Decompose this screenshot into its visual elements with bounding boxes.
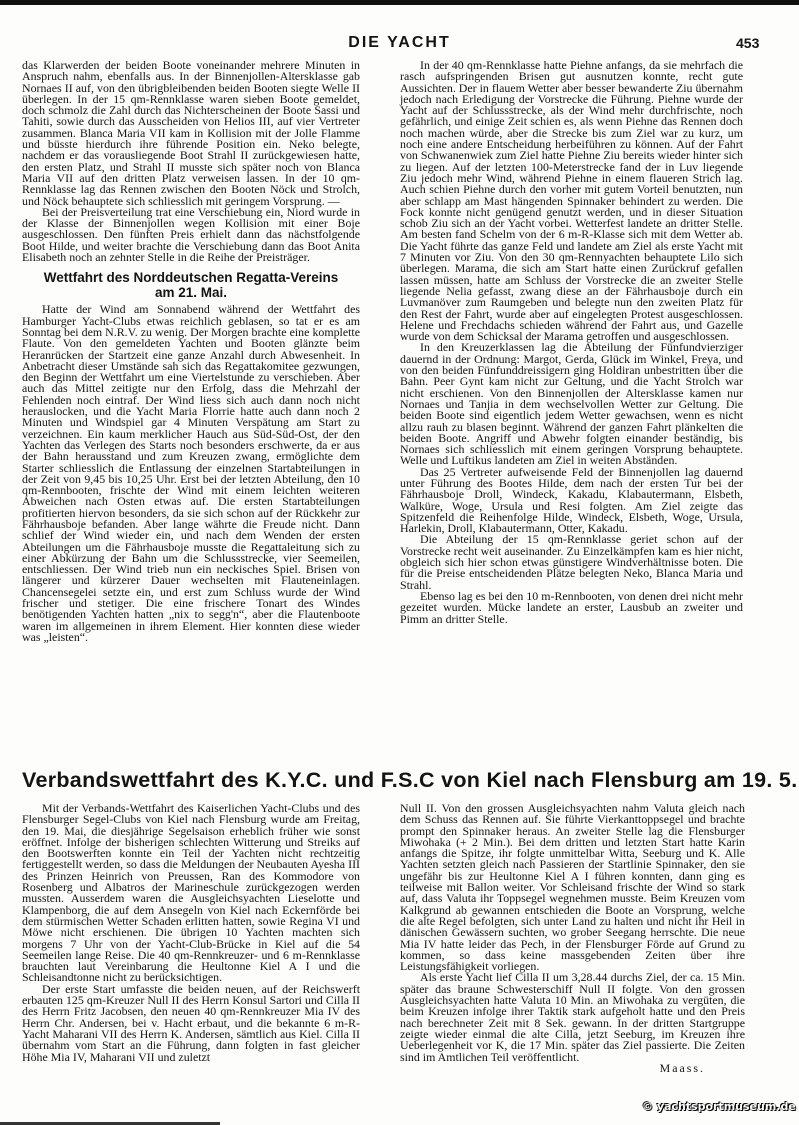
section-heading [22,270,360,300]
paragraph: das Klarwerden der beiden Boote voneinander mehrere Minuten in Anspruch nahm, ebenfalls aus. In der Binnenjollen-Altersklasse gab Nornaes II auf, von den übrigbleibenden beiden Booten siegte Welle II überlegen. In der 15 qm-Rennklasse waren sieben Boote gemeldet, doch schmolz die Zahl durch das Nichterscheinen der Boote Sassi und Tahiti, sowie durch das Ausscheiden von Helios III, auf vier Vertreter zusammen. Blanca Maria VII kam in Kollision mit der Jolle Flamme und büsste hierdurch ihre führende Position ein. Neko belegte, nachdem er das vorausliegende Boot Strahl II zurückgewiesen hatte, den ersten Platz, und Strahl II musste sich später noch von Blanca Maria VII auf den dritten Platz verweisen lassen. In der 10 qm-Rennklasse lag das Rennen zwischen den Booten Nöck und Strolch, und Nöck behauptete sich schliesslich mit geringem Vorsprung. — [22,58,360,208]
paragraph: Der erste Start umfasste die beiden neuen, auf der Reichswerft erbauten 125 qm-Kreuzer Null II des Herrn Konsul Sartori und Cilla II des Herrn Fritz Jacobsen, den neuen 40 qm-Rennkreuzer Mia IV des Herrn Chr. Andersen, bei v. Hacht erbaut, und die bekannte 6 m-R-Yacht Maharani VII des Herrn K. Andersen, sämtlich aus Kiel. Cilla II übernahm vom Start an die Führung, dann folgten in fast gleicher Höhe Mia IV, Maharani VII und zuletzt [22,981,360,1064]
bottom-right-column [400,803,745,1074]
paragraph: Das 25 Vertreter aufweisende Feld der Binnenjollen lag dauernd unter Führung des Bootes Hilde, dem nach der ersten Tur bei der Fährhausboje Droll, Windeck, Kakadu, Klabautermann, Elsbeth, Walküre, Woge, Ursula und Resi folgten. Am Ziel zeigte das Spitzenfeld die Reihenfolge Hilde, Windeck, Elsbeth, Woge, Ursula, Harlekin, Droll, Klabautermann, Otter, Kakadu. [400,464,743,536]
paragraph: Bei der Preisverteilung trat eine Verschiebung ein, Niord wurde in der Klasse der Binnenjollen wegen Kollision mit einer Boje ausgeschlossen. Den fünften Preis erhielt dann das nächstfolgende Boot Hilde, und weiter brachte die Verschiebung dann das Boot Anita Elisabeth noch an zehnter Stelle in die Reihe der Preisträger. [22,204,360,265]
paragraph: Ebenso lag es bei den 10 m-Rennbooten, von denen drei nicht mehr gezeitet wurden. Mücke landete an erster, Lausbub an zweiter und Pimm an dritter Stelle. [400,588,743,626]
section-heading-line: am 21. Mai. [154,285,228,301]
paragraph: Die Abteilung der 15 qm-Rennklasse geriet schon auf der Vorstrecke recht weit auseinander. Zu Einzelkämpfen kam es hier nicht, obgleich sich hier schon etwas günstigere Windverhältnisse boten. Die für die Preise entscheidenden Plätze belegten Neko, Blanca Maria und Strahl. [400,532,743,592]
top-left-column [22,60,360,643]
paragraph: Hatte der Wind am Sonnabend während der Wettfahrt des Hamburger Yacht-Clubs etwas reichlich geblasen, so tat er es am Sonntag bei dem N.R.V. zu wenig. Der Morgen brachte eine komplette Flaute. Von den gemeldeten Yachten und Booten glänzte beim Heranrücken der Startzeit eine ganze Anzahl durch Abwesenheit. In Anbetracht dieser Umstände sah sich das Regattakomitee gezwungen, den Beginn der Wettfahrt um eine Viertelstunde zu verschieben. Aber auch das Mittel zeitigte nur den Erfolg, dass die Mehrzahl der Fehlenden noch eintraf. Der Wind liess sich auch dann noch nicht herauslocken, und die Yacht Maria Florrie hatte auch dann noch 2 Minuten und Windspiel gar 4 Minuten Verspätung am Start zu verzeichnen. Ein kaum merklicher Hauch aus Süd-Süd-Ost, der den Yachten das Verlegen des Starts noch besonders erschwerte, da er aus der Bahn herausstand und zum Kreuzen zwang, ermöglichte dem Starter schliesslich die Entlassung der einzelnen Startabteilungen in der Zeit von 9,45 bis 10,25 Uhr. Erst bei der letzten Abteilung, den 10 qm-Rennbooten, frischte der Wind mit einem leichten weiteren Abweichen nach Osten etwas auf. Die ersten Startabteilungen profitierten hiervon besonders, da sie sich schon auf der Rückkehr zur Fährhausboje befanden. Aber lange währte die Freude nicht. Dann schlief der Wind wieder ein, und nach dem Wenden der ersten Abteilungen um die Fährhausboje musste die Regattaleitung sich zu einer Abkürzung der Bahn um die Schlussstrecke, vier Seemeilen, entschliessen. Der Wind trieb nun ein neckisches Spiel. Brisen von längerer und kürzerer Dauer wechselten mit Flauteneinlagen. Chancensegelei setzte ein, und erst zum Schluss wurde der Wind frischer und stetiger. Die eine frischere Tonart des Windes benötigenden Yachten hatten „nix to segg'n“, aber die Flautenboote waren im allgemeinen in ihrem Element. Hier konnten diese wieder was „leisten“. [22,302,360,644]
article-heading: Verbandswettfahrt des K.Y.C. und F.S.C von Kiel nach Flensburg am 19. 5. [22,768,798,792]
paragraph: Als erste Yacht lief Cilla II um 3,28.44 durchs Ziel, der ca. 15 Min. später das braune Schwesterschiff Null II folgte. Von den grossen Ausgleichsyachten hatte Valuta 10 Min. an Miwohaka zu vergüten, die beim Kreuzen infolge ihrer Taktik stark aufgeholt hatte und den Preis nach berechneter Zeit mit 8 Sek. gewann. In der dritten Startgruppe zeigte wieder einmal die alte Cilla, jetzt Seeburg, im Kreuzen ihre Ueberlegenheit vor K, die 17 Min. später das Ziel passierte. Die Zeiten sind im Amtlichen Teil veröffentlicht. [400,970,745,1064]
paragraph: Null II. Von den grossen Ausgleichsyachten nahm Valuta gleich nach dem Schuss das Rennen auf. Sie führte Vierkanttoppsegel und brachte prompt den Spinnaker heraus. An zweiter Stelle lag die Flensburger Miwohaka (+ 2 Min.). Bei dem dritten und letzten Start hatte Karin anfangs die Spitze, ihr folgte unmittelbar Witta, Seeburg und K. Alle Yachten setzten gleich nach Passieren der Startlinie Spinnaker, den sie ungefähr bis zur Heultonne Kiel A I führen konnten, dann ging es teilweise mit Ballon weiter. Vor Schleisand frischte der Wind so stark auf, dass Valuta ihr Toppsegel wegnehmen musste. Beim Kreuzen vom Kalkgrund ab gewannen entschieden die Boote an Vorsprung, welche die alte Regel befolgten, sich unter Land zu halten und nicht ihr Heil in dänischen Gewässern suchten, wo grober Seegang herrschte. Die neue Mia IV hatte leider das Pech, in der Flensburger Förde auf Grund zu kommen, so dass keine massgebenden Zeiten über ihre Leistungsfähigkeit vorliegen. [400,801,745,974]
paragraph: Mit der Verbands-Wettfahrt des Kaiserlichen Yacht-Clubs und des Flensburger Segel-Clubs von Kiel nach Flensburg wurde am Freitag, den 19. Mai, die diesjährige Segelsaison erheblich früher wie sonst eröffnet. Infolge der bisherigen schlechten Witterung und Streiks auf den Bootswerften konnte ein Teil der Yachten nicht rechtzeitig fertiggestellt werden, so dass die Meldungen der Neubauten Ayesha III des Prinzen Heinrich von Preussen, Ran des Kommodore von Rosenberg und Albatros der Marineschule zurückgezogen werden mussten. Ausserdem waren die Ausgleichsyachten Lieselotte und Klampenborg, die auf dem Ansegeln von Kiel nach Eckernförde bei dem stürmischen Wetter Schaden erlitten hatten, sowie Regina VI und Möwe nicht erschienen. Die übrigen 10 Yachten machten sich morgens 7 Uhr von der Yacht-Club-Brücke in Kiel auf die 54 Seemeilen lange Reise. Die 40 qm-Rennkreuzer- und 6 m-Rennklasse brauchten laut Vereinbarung die Heultonne Kiel A I und die Schleisandtonne nicht zu berücksichtigen. [22,801,360,985]
watermark: © yachtsportmuseum.de [642,1100,796,1113]
bottom-left-column [22,803,360,1063]
paragraph: In der 40 qm-Rennklasse hatte Piehne anfangs, da sie mehrfach die rasch aufspringenden Brisen gut ausnutzen konnte, recht gute Aussichten. Der in flauem Wetter aber besser bewanderte Ziu übernahm jedoch nach Erledigung der Vorstrecke die Führung. Piehne wurde der Yacht auf der Schlussstrecke, als der Wind mehr durchfrischte, noch gefährlich, und einige Zeit schien es, als wenn Piehne das Rennen doch noch machen würde, aber die Strecke bis zum Ziel war zu kurz, um noch eine andere Entscheidung herbeiführen zu können. Auf der Fahrt von Schwanenwiek zum Ziel hatte Piehne Ziu bereits wieder hinter sich zu liegen. Auf der letzten 100-Meterstrecke fand der in Luv liegende Ziu jedoch mehr Wind, während Piehne in einem flaueren Strich lag. Auch schien Piehne durch den vorher mit gutem Vorteil benutzten, nun aber schlapp am Mast hängenden Spinnaker behindert zu werden. Die Fock konnte nicht genügend genutzt werden, und in dieser Situation schob Ziu sich an der Yacht vorbei. Wetterfest landete an dritter Stelle. Am besten fand Schelm von der 6 m-R-Klasse sich mit dem Wetter ab. Die Yacht führte das ganze Feld und landete am Ziel als erste Yacht mit 7 Minuten vor Ziu. Von den 30 qm-Rennyachten behauptete Lilo sich überlegen. Marama, die sich am Start hatte einen Zurückruf gefallen lassen müssen, hatte am Schluss der Vorstrecke die an zweiter Stelle liegende Nelia gefasst, zwang diese an der Fährhausboje durch ein Luvmanöver zum Raumgeben und belegte nun den zweiten Platz für den Rest der Fahrt, wurde aber auf eingelegten Protest ausgeschlossen. Helene und Frechdachs schieden während der Fahrt aus, und Gazelle wurde von dem Schicksal der Marama getroffen und ausgeschlossen. [400,58,743,344]
author-signature: Maass. [659,1060,705,1075]
page-number: 453 [736,35,760,51]
top-right-column [400,60,743,625]
section-heading-line: Wettfahrt des Norddeutschen Regatta-Vereins [43,270,339,286]
scan-border-top [0,0,799,5]
paragraph: In den Kreuzerklassen lag die Abteilung der Fünfundvierziger dauernd in der Ordnung: Margot, Gerda, Glück im Winkel, Freya, und von den beiden Fünfunddreissigern ging Holdiran unbestritten über die Bahn. Peer Gynt kam nicht zur Geltung, und die Yacht Strolch war nicht erschienen. Von den Binnenjollen der Altersklasse kamen nur Nornaes und Tanjia in dem wechselvollen Wetter zur Geltung. Die beiden Boote sind eigentlich jedem Wetter gewachsen, wenn es nicht allzu rauh zu blasen beginnt. Während der ganzen Fahrt plänkelten die beiden Boote. Angriff und Abwehr folgten einander beständig, bis Nornaes sich schliesslich mit einem geringen Vorsprung behauptete. Welle und Luftikus landeten am Ziel in weiten Abständen. [400,340,743,468]
running-header: DIE YACHT [348,34,451,51]
